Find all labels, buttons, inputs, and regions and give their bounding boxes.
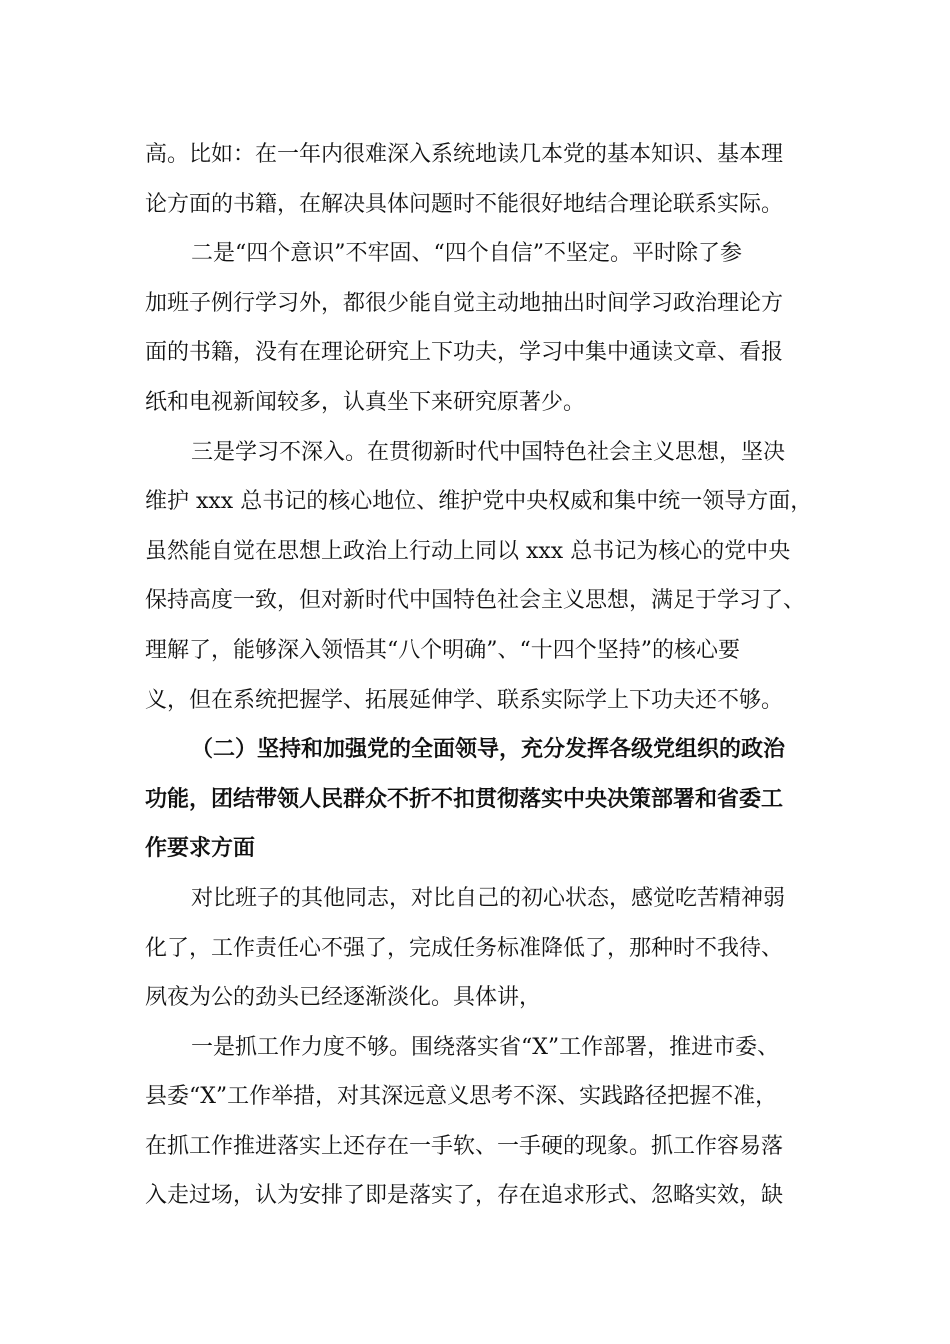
body-text-line: 化了，工作责任心不强了，完成任务标准降低了，那种时不我待、 xyxy=(145,935,784,961)
body-text-line: 一是抓工作力度不够。围绕落实省“X”工作部署，推进市委、 xyxy=(191,1034,780,1060)
body-text-line: 义，但在系统把握学、拓展延伸学、联系实际学上下功夫还不够。 xyxy=(145,687,784,713)
body-text-line: 对比班子的其他同志，对比自己的初心状态，感觉吃苦精神弱 xyxy=(191,885,786,911)
section-heading-line: （二）坚持和加强党的全面领导，充分发挥各级党组织的政治 xyxy=(191,736,786,763)
body-text-line: 纸和电视新闻较多，认真坐下来研究原著少。 xyxy=(145,389,586,415)
body-text-line: 三是学习不深入。在贯彻新时代中国特色社会主义思想，坚决 xyxy=(191,439,786,465)
body-text-line: 入走过场，认为安排了即是落实了，存在追求形式、忽略实效，缺 xyxy=(145,1183,784,1209)
body-text-line: 加班子例行学习外，都很少能自觉主动地抽出时间学习政治理论方 xyxy=(145,290,784,316)
body-text-line: 二是“四个意识”不牢固、“四个自信”不坚定。平时除了参 xyxy=(191,241,742,267)
body-text-line: 维护 xxx 总书记的核心地位、维护党中央权威和集中统一领导方面， xyxy=(145,489,813,515)
body-text-line: 论方面的书籍，在解决具体问题时不能很好地结合理论联系实际。 xyxy=(145,191,784,217)
body-text-line: 高。比如：在一年内很难深入系统地读几本党的基本知识、基本理 xyxy=(145,142,784,167)
body-text-line: 面的书籍，没有在理论研究上下功夫，学习中集中通读文章、看报 xyxy=(145,340,784,366)
body-text-line: 县委“X”工作举措，对其深远意义思考不深、实践路径把握不准， xyxy=(145,1084,778,1110)
document-body xyxy=(145,130,835,1221)
section-heading-line: 功能，团结带领人民群众不折不扣贯彻落实中央决策部署和省委工 xyxy=(145,785,784,812)
section-heading-line: 作要求方面 xyxy=(145,835,256,862)
body-text-line: 理解了，能够深入领悟其“八个明确”、“十四个坚持”的核心要 xyxy=(145,637,740,663)
body-text-line: 保持高度一致，但对新时代中国特色社会主义思想，满足于学习了、 xyxy=(145,588,806,614)
body-text-line: 虽然能自觉在思想上政治上行动上同以 xxx 总书记为核心的党中央 xyxy=(145,538,791,564)
body-text-line: 夙夜为公的劲头已经逐渐淡化。具体讲， xyxy=(145,985,542,1011)
body-text-line: 在抓工作推进落实上还存在一手软、一手硬的现象。抓工作容易落 xyxy=(145,1133,784,1159)
